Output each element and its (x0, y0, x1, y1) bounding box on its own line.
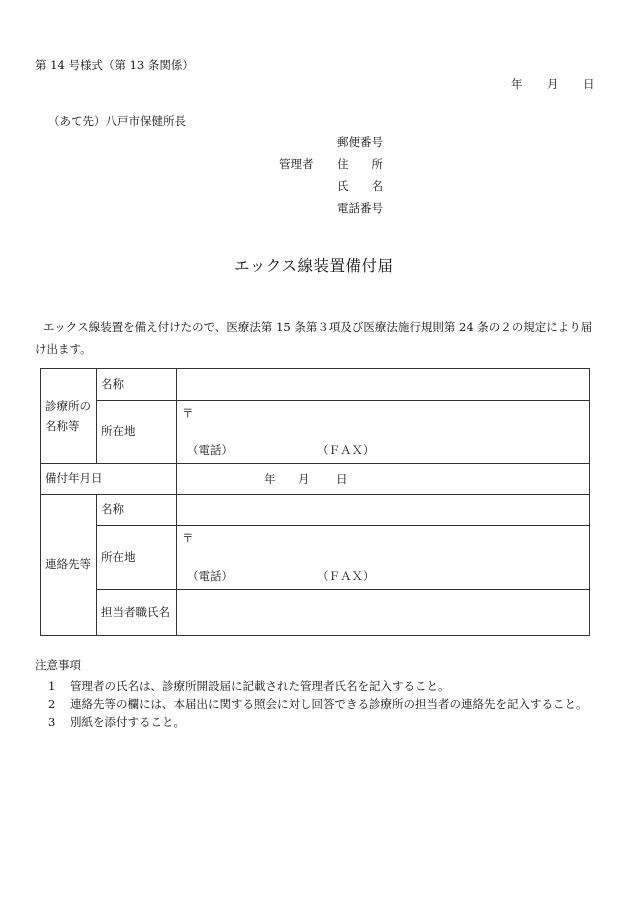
contact-phone-label: （電話） (187, 568, 233, 583)
person-in-charge-field[interactable] (177, 590, 590, 636)
clinic-location-label: 所在地 (101, 424, 136, 439)
note-number: 1 (48, 679, 56, 693)
note-number: 2 (48, 697, 56, 711)
name-label: 氏 名 (337, 179, 383, 193)
note-text: 連絡先等の欄には、本届出に関する照会に対し回答できる診療所の担当者の連絡先を記入すること。 (70, 697, 588, 711)
install-day-label: 日 (336, 472, 348, 486)
postal-mark-icon: 〒 (182, 406, 194, 420)
clinic-phone-label: （電話） (187, 442, 233, 457)
contact-name-label-cell (97, 495, 177, 526)
note-text: 別紙を添付すること。 (70, 715, 185, 729)
registration-table (40, 368, 590, 636)
install-year-label: 年 (264, 472, 276, 486)
install-month-label: 月 (298, 472, 310, 486)
note-item-3 (48, 717, 185, 729)
contact-fax-label: （ＦＡＸ） (317, 568, 375, 583)
header-day-label: 日 (583, 77, 595, 91)
note-item-1 (48, 681, 450, 693)
contact-location-label: 所在地 (101, 549, 136, 564)
contact-name-field[interactable] (177, 495, 590, 526)
clinic-location-label-cell (97, 401, 177, 464)
postal-code-label: 郵便番号 (337, 135, 383, 149)
contact-label: 連絡先等 (45, 557, 91, 572)
contact-name-label: 名称 (101, 502, 124, 517)
manager-label: 管理者 (279, 157, 314, 171)
install-date-label: 備付年月日 (45, 471, 103, 486)
contact-postal-mark-icon: 〒 (182, 531, 194, 545)
contact-location-field[interactable] (177, 526, 590, 590)
address-label: 住 所 (337, 157, 383, 171)
notes-heading: 注意事項 (35, 658, 81, 672)
clinic-info-label: 診療所の 名称等 (45, 398, 91, 433)
form-number: 第 14 号様式（第 13 条関係） (35, 58, 194, 72)
clinic-fax-label: （ＦＡＸ） (317, 442, 375, 457)
note-number: 3 (48, 715, 56, 729)
clinic-location-field[interactable] (177, 401, 590, 464)
clinic-name-label: 名称 (101, 376, 124, 391)
install-date-label-cell (41, 464, 177, 495)
header-year-label: 年 (511, 77, 523, 91)
contact-header (41, 495, 97, 636)
note-item-2 (48, 699, 588, 711)
note-text: 管理者の氏名は、診療所開設届に記載された管理者氏名を記入すること。 (70, 679, 450, 693)
addressee: （あて先）八戸市保健所長 (48, 114, 186, 128)
clinic-name-field[interactable] (177, 369, 590, 401)
clinic-info-header (41, 369, 97, 464)
body-text: エックス線装置を備え付けたので、医療法第 15 条第３項及び医療法施行規則第 24 条の２の規定により届け出ます。 (35, 320, 593, 356)
header-month-label: 月 (547, 77, 559, 91)
contact-location-label-cell (97, 526, 177, 590)
person-label-cell (97, 590, 177, 636)
clinic-name-label-cell (97, 369, 177, 401)
install-date-field[interactable] (177, 464, 590, 495)
document-title: エックス線装置備付届 (234, 257, 394, 275)
phone-number-label: 電話番号 (337, 201, 383, 215)
person-in-charge-label: 担当者職氏名 (101, 604, 170, 619)
